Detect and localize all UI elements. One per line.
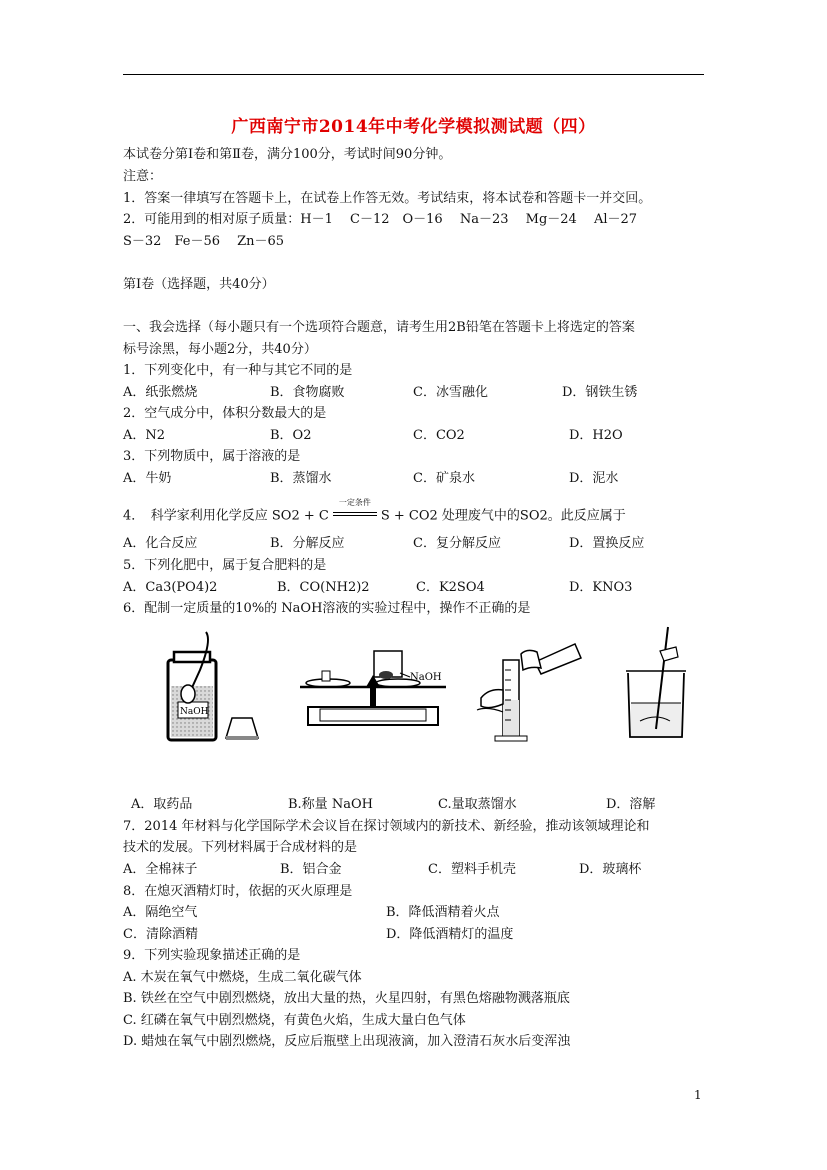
intro-line: 注意： bbox=[123, 169, 163, 184]
option-a: A．Ca3(PO4)2 bbox=[123, 580, 218, 595]
question-stem: 1．下列变化中，有一种与其它不同的是 bbox=[123, 363, 353, 378]
option-d: D．H2O bbox=[569, 428, 623, 443]
option-b: B. 铁丝在空气中剧烈燃烧，放出大量的热，火星四射，有黑色熔融物溅落瓶底 bbox=[123, 991, 570, 1006]
option-a: A．N2 bbox=[123, 428, 166, 443]
option-a: A．全棉袜子 bbox=[123, 862, 198, 877]
part-heading: 一、我会选择（每小题只有一个选项符合题意，请考生用2B铅笔在答题卡上将选定的答案 bbox=[123, 320, 635, 335]
question-stem: 5．下列化肥中，属于复合肥料的是 bbox=[123, 558, 327, 573]
option-b: B．降低酒精着火点 bbox=[386, 905, 500, 920]
option-d: D．溶解 bbox=[606, 797, 656, 812]
page-title: 广西南宁市2014年中考化学模拟测试题（四） bbox=[231, 117, 596, 137]
option-a: A．化合反应 bbox=[123, 536, 198, 551]
reaction-condition: 一定条件 bbox=[338, 498, 371, 507]
reagent-bottle-figure bbox=[160, 630, 270, 745]
option-c: C.量取蒸馏水 bbox=[438, 797, 517, 812]
option-a: A．牛奶 bbox=[123, 471, 172, 486]
option-c: C．复分解反应 bbox=[413, 536, 501, 551]
question-stem: 2．空气成分中，体积分数最大的是 bbox=[123, 406, 327, 421]
option-a: A. 木炭在氧气中燃烧，生成二氧化碳气体 bbox=[123, 970, 362, 985]
question-stem: 技术的发展。下列材料属于合成材料的是 bbox=[123, 840, 358, 855]
question-stem: 6．配制一定质量的10%的 NaOH溶液的实验过程中，操作不正确的是 bbox=[123, 601, 531, 616]
option-c: C．冰雪融化 bbox=[413, 385, 488, 400]
option-a: A．取药品 bbox=[131, 797, 193, 812]
intro-line: 2．可能用到的相对原子质量：H－1 C－12 O－16 Na－23 Mg－24 Al－27 bbox=[123, 212, 638, 227]
option-d: D．降低酒精灯的温度 bbox=[386, 927, 514, 942]
bottle-label: NaOH bbox=[180, 707, 209, 717]
option-d: D．玻璃杯 bbox=[579, 862, 642, 877]
option-a: A．纸张燃烧 bbox=[123, 385, 198, 400]
beaker-figure bbox=[620, 625, 700, 745]
intro-line: 1．答案一律填写在答题卡上，在试卷上作答无效。考试结束，将本试卷和答题卡一并交回。 bbox=[123, 191, 652, 206]
balance-label: NaOH bbox=[410, 672, 442, 683]
option-d: D．KNO3 bbox=[569, 580, 633, 595]
option-c: C．CO2 bbox=[413, 428, 465, 443]
question-stem: 3．下列物质中，属于溶液的是 bbox=[123, 449, 301, 464]
header-rule bbox=[123, 74, 704, 75]
option-c: C．K2SO4 bbox=[416, 580, 485, 595]
option-b: B.称量 NaOH bbox=[288, 797, 373, 812]
option-c: C．清除酒精 bbox=[123, 927, 198, 942]
option-a: A．隔绝空气 bbox=[123, 905, 198, 920]
option-b: B．食物腐败 bbox=[270, 385, 345, 400]
balance-figure bbox=[300, 645, 450, 735]
question-stem: 7．2014 年材料与化学国际学术会议旨在探讨领域内的新技术、新经验，推动该领域理论和 bbox=[123, 819, 650, 834]
option-d: D．泥水 bbox=[569, 471, 619, 486]
question-stem: 8．在熄灭酒精灯时，依据的灭火原理是 bbox=[123, 884, 353, 899]
option-b: B．分解反应 bbox=[270, 536, 345, 551]
part-heading: 标号涂黑，每小题2分，共40分） bbox=[123, 342, 317, 357]
graduated-cylinder-figure bbox=[475, 640, 585, 745]
option-c: C．塑料手机壳 bbox=[428, 862, 516, 877]
option-d: D．钢铁生锈 bbox=[562, 385, 638, 400]
option-d: D. 蜡烛在氧气中剧烈燃烧，反应后瓶壁上出现液滴，加入澄清石灰水后变浑浊 bbox=[123, 1034, 571, 1049]
question-stem: 9．下列实验现象描述正确的是 bbox=[123, 948, 301, 963]
reaction-right: S + CO2 处理废气中的SO2。此反应属于 bbox=[380, 508, 626, 524]
option-c: C．矿泉水 bbox=[413, 471, 475, 486]
option-c: C. 红磷在氧气中剧烈燃烧，有黄色火焰，生成大量白色气体 bbox=[123, 1013, 466, 1028]
reaction-left: 4． 科学家利用化学反应 SO2 + C bbox=[123, 508, 329, 524]
option-b: B．O2 bbox=[270, 428, 312, 443]
section-heading: 第Ⅰ卷（选择题，共40分） bbox=[123, 277, 275, 292]
intro-line: S－32 Fe－56 Zn－65 bbox=[123, 234, 285, 249]
reaction-arrow bbox=[333, 498, 377, 524]
option-d: D．置换反应 bbox=[569, 536, 645, 551]
page-number: 1 bbox=[694, 1088, 702, 1102]
option-b: B．CO(NH2)2 bbox=[277, 580, 370, 595]
option-b: B．蒸馏水 bbox=[270, 471, 332, 486]
question-stem bbox=[123, 498, 626, 525]
option-b: B．铝合金 bbox=[280, 862, 342, 877]
intro-line: 本试卷分第Ⅰ卷和第Ⅱ卷，满分100分，考试时间90分钟。 bbox=[123, 147, 452, 162]
